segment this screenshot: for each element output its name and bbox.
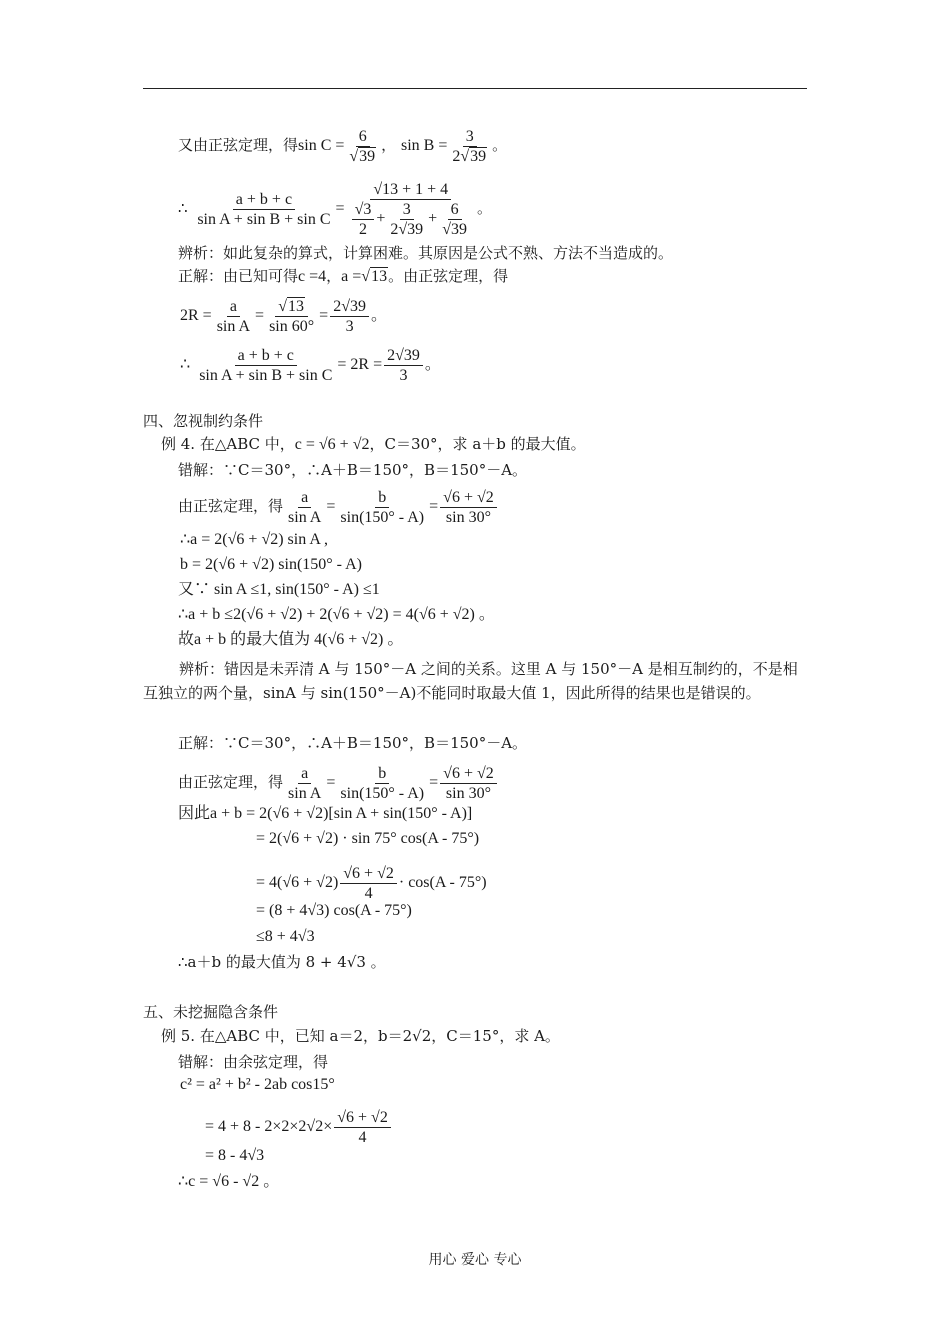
fraction bbox=[384, 346, 423, 385]
numerator: a bbox=[298, 764, 311, 784]
header-rule bbox=[143, 88, 807, 89]
numerator: b bbox=[375, 488, 389, 508]
numerator: √6 + √2 bbox=[440, 764, 497, 784]
text: 正解：由已知可得 bbox=[178, 267, 299, 285]
formula-sinB bbox=[400, 128, 492, 165]
fraction bbox=[285, 764, 324, 803]
therefore-symbol: ∴ bbox=[178, 199, 188, 218]
radicand: 39 bbox=[470, 148, 487, 165]
fraction bbox=[449, 127, 490, 166]
denominator: sin A bbox=[288, 785, 322, 802]
fraction bbox=[285, 488, 324, 527]
fraction bbox=[266, 297, 317, 336]
denominator: sin(150° - A) bbox=[340, 509, 425, 526]
formula-line: = (8 + 4√3) cos(A - 75°) bbox=[256, 902, 412, 919]
conclusion-line: ∴a＋b 的最大值为 8 + 4√3 。 bbox=[178, 953, 386, 971]
text: · cos(A - 75°) bbox=[398, 874, 487, 892]
denominator: sin 30° bbox=[445, 785, 491, 802]
formula-line: c² = a² + b² - 2ab cos15° bbox=[180, 1076, 335, 1093]
formula bbox=[192, 181, 477, 238]
numerator: b bbox=[375, 764, 389, 784]
numerator: a + b + c bbox=[233, 190, 295, 210]
fraction bbox=[194, 190, 333, 229]
denominator: 4 bbox=[358, 1129, 367, 1146]
correct-solution-sine-law bbox=[178, 764, 499, 803]
fraction bbox=[340, 864, 397, 903]
line-ratio-wrong bbox=[178, 180, 492, 239]
numerator: √13 bbox=[275, 297, 308, 317]
text: sin B = bbox=[400, 137, 448, 155]
text: 又由正弦定理，得 bbox=[178, 136, 299, 155]
correct-solution-line: 正解：∵C＝30°，∴A＋B＝150°，B＝150°－A。 bbox=[178, 734, 528, 752]
denominator: √39 bbox=[349, 148, 376, 165]
fraction bbox=[440, 488, 497, 527]
fraction bbox=[214, 297, 253, 336]
fraction bbox=[196, 346, 335, 385]
formula-line: 因此a + b = 2(√6 + √2)[sin A + sin(150° - A)] bbox=[178, 805, 473, 822]
text: ，C＝30°，求 a＋b 的最大值。 bbox=[369, 435, 586, 453]
numerator: 3 bbox=[400, 200, 414, 220]
denominator: 2√39 bbox=[390, 221, 424, 238]
fraction bbox=[337, 764, 427, 803]
numerator: 2√39 bbox=[330, 297, 369, 317]
wrong-solution-sine-law bbox=[178, 488, 499, 527]
formula-line: = 8 - 4√3 bbox=[205, 1147, 265, 1164]
text: 39 bbox=[450, 221, 467, 238]
radicand: 39 bbox=[359, 148, 376, 165]
fraction bbox=[347, 180, 475, 239]
fraction bbox=[439, 200, 470, 239]
fraction bbox=[334, 1108, 391, 1147]
formula-line: 故a + b 的最大值为 4(√6 + √2) 。 bbox=[178, 631, 404, 648]
text: 由正弦定理，得 bbox=[178, 497, 284, 516]
formula-line: ∴a = 2(√6 + √2) sin A , bbox=[180, 531, 329, 548]
coef: 2 bbox=[452, 148, 461, 165]
line-sin-values bbox=[178, 127, 507, 166]
radicand: 13 bbox=[371, 268, 388, 285]
text: ， bbox=[381, 136, 397, 155]
numerator: √6 + √2 bbox=[440, 488, 497, 508]
text: 3 bbox=[363, 201, 372, 218]
text: = 4 + 8 - 2×2×2√2× bbox=[205, 1118, 333, 1136]
fraction bbox=[330, 297, 369, 336]
line-correct-intro: 正解：由已知可得c =4，a =√13。由正弦定理，得 bbox=[178, 267, 509, 285]
formula-sinC bbox=[298, 128, 381, 165]
numerator: 3 bbox=[463, 127, 477, 147]
fraction bbox=[352, 200, 375, 239]
numerator: 6 bbox=[448, 200, 462, 220]
text: 。由正弦定理，得 bbox=[388, 267, 509, 285]
numerator: √3 bbox=[352, 200, 375, 220]
analysis-text: 辨析：如此复杂的算式，计算困难。其原因是公式不熟、方法不当造成的。 bbox=[178, 244, 674, 262]
denominator: sin A + sin B + sin C bbox=[199, 367, 333, 384]
formula-line: ≤8 + 4√3 bbox=[256, 928, 315, 945]
formula: c =4 bbox=[298, 268, 327, 285]
denominator: $\frac{√3}{2}$ + $\frac{3}{2√39}$ + $\frac{6}{√39}$ bbox=[347, 200, 475, 239]
text: 2R = bbox=[180, 307, 212, 325]
denominator: 2√39 bbox=[452, 148, 487, 165]
formula: $\frac{a}{\text{sin A}}$ = $\frac{b}{\sin(150^\circ - A)}$ = $\frac{√6 + √2}{\sin 30^\circ}$ bbox=[283, 774, 499, 791]
wrong-solution-line: 错解：∵C＝30°，∴A＋B＝150°，B＝150°－A。 bbox=[178, 461, 528, 479]
analysis-paragraph: 辨析：错因是未弄清 A 与 150°－A 之间的关系。这里 A 与 150°－A 是相互制约的，不是相互独立的两个量，sinA 与 sin(150°－A)不能同时取最大值 1，因此所得的结果也是错误的。 bbox=[143, 660, 798, 702]
numerator: √6 + √2 bbox=[340, 864, 397, 884]
formula: a =√13 bbox=[341, 268, 388, 285]
denominator: 3 bbox=[399, 367, 408, 384]
text: sin C = bbox=[298, 137, 345, 155]
formula-line: 又∵ sin A ≤1, sin(150° - A) ≤1 bbox=[178, 581, 380, 598]
numerator: a bbox=[298, 488, 311, 508]
example-5: 例 5. 在△ABC 中，已知 a＝2，b＝2√2，C＝15°，求 A。 bbox=[161, 1027, 560, 1045]
text: 。 bbox=[370, 307, 387, 325]
numerator: √6 + √2 bbox=[334, 1108, 391, 1128]
wrong-solution-line: 错解：由余弦定理，得 bbox=[178, 1053, 329, 1071]
text: 例 4. 在△ABC 中， bbox=[161, 435, 295, 453]
section-heading: 四、忽视制约条件 bbox=[143, 412, 264, 430]
denominator: 2 bbox=[358, 221, 367, 238]
formula: c = √6 + √2 bbox=[294, 436, 370, 453]
denominator: sin A + sin B + sin C bbox=[197, 211, 331, 228]
text: a = bbox=[341, 268, 362, 285]
formula-line: = 2(√6 + √2) · sin 75° cos(A - 75°) bbox=[256, 830, 480, 847]
text: = bbox=[335, 200, 345, 218]
text: = 4(√6 + √2) bbox=[256, 874, 339, 892]
formula-line: ∴a + b ≤2(√6 + √2) + 2(√6 + √2) = 4(√6 + √2) 。 bbox=[178, 606, 495, 623]
denominator: sin A bbox=[216, 318, 251, 335]
numerator: 6 bbox=[356, 127, 370, 147]
denominator: sin A bbox=[288, 509, 322, 526]
fraction bbox=[440, 764, 497, 803]
formula-line bbox=[256, 864, 487, 903]
denominator: sin 30° bbox=[445, 509, 491, 526]
formula-line bbox=[205, 1108, 393, 1147]
radicand: 13 bbox=[288, 298, 304, 315]
denominator: √39 bbox=[442, 221, 467, 238]
formula-line: ∴c = √6 - √2 。 bbox=[178, 1173, 280, 1190]
denominator: 4 bbox=[364, 885, 373, 902]
page-footer: 用心 爱心 专心 bbox=[428, 1252, 522, 1268]
example-4 bbox=[161, 434, 586, 455]
denominator: sin 60° bbox=[269, 318, 315, 335]
denominator: sin(150° - A) bbox=[340, 785, 425, 802]
section-heading: 五、未挖掘隐含条件 bbox=[143, 1003, 279, 1021]
text: 由正弦定理，得 bbox=[178, 773, 284, 792]
formula: $\frac{a}{\text{sin A}}$ = $\frac{b}{\sin(150^\circ - A)}$ = $\frac{√6 + √2}{\sin 30^\circ}$ bbox=[283, 498, 499, 515]
fraction bbox=[337, 488, 427, 527]
numerator: a bbox=[227, 297, 240, 317]
text: = 2R = bbox=[337, 356, 383, 374]
formula-line: b = 2(√6 + √2) sin(150° - A) bbox=[180, 556, 362, 573]
text: 。 bbox=[424, 356, 441, 374]
text: 13 + 1 + 4 bbox=[382, 181, 449, 198]
numerator: 2√39 bbox=[384, 346, 423, 366]
denominator: 3 bbox=[345, 318, 354, 335]
numerator: √13 + 1 + 4 bbox=[370, 180, 451, 200]
line-ratio-correct: ∴ $\frac{a + b + c}{\text{sin A + sin B + sin C}}$ = 2R = $\frac{2√39}{3}$ 。 bbox=[180, 347, 441, 384]
numerator: a + b + c bbox=[235, 346, 297, 366]
text: 。 bbox=[476, 199, 492, 218]
line-2R: 2R = $\frac{a}{\text{sin A}}$ = $\frac{√13}{\sin 60^\circ}$ = $\frac{2√39}{3}$ 。 bbox=[180, 298, 387, 335]
fraction bbox=[346, 127, 379, 166]
fraction bbox=[387, 200, 426, 239]
text: 。 bbox=[492, 136, 508, 155]
